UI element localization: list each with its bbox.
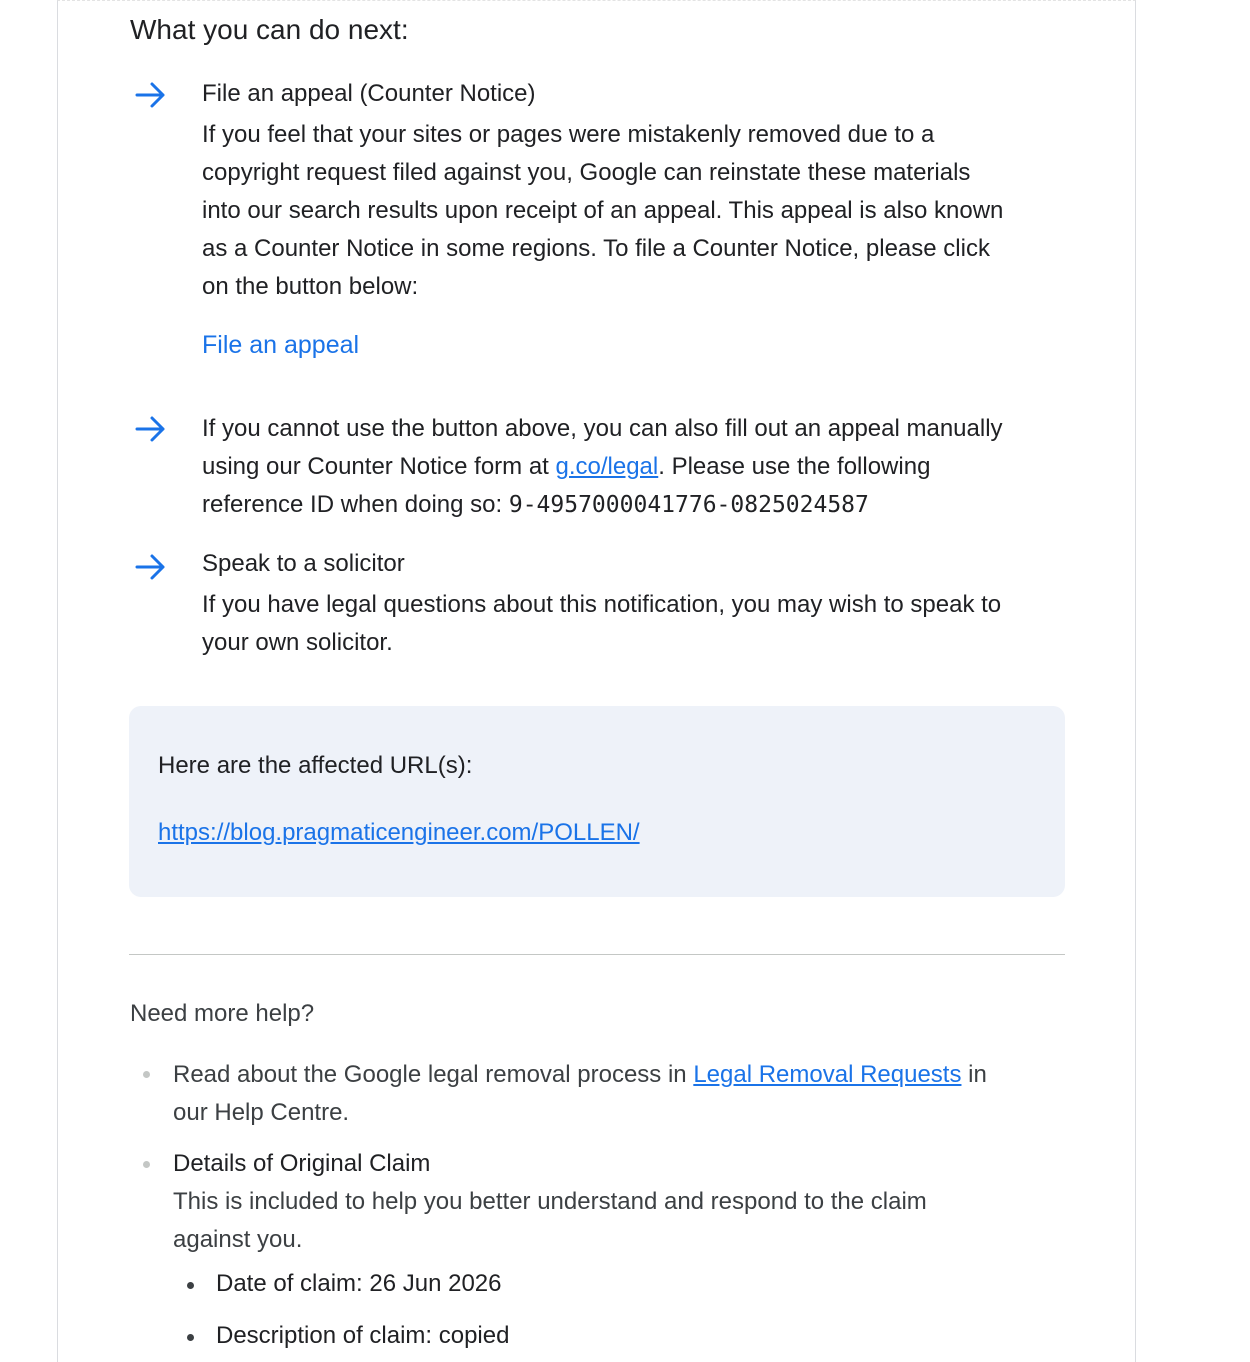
step-appeal-title: File an appeal (Counter Notice) — [202, 80, 536, 107]
text-line: against you. — [173, 1226, 303, 1253]
text-line — [173, 1056, 1073, 1094]
text-line: your own solicitor. — [202, 629, 393, 656]
divider — [129, 954, 1065, 955]
text-line: as a Counter Notice in some regions. To file a Counter Notice, please click — [202, 235, 990, 262]
original-claim-title: Details of Original Claim — [173, 1150, 431, 1177]
text-line: our Help Centre. — [173, 1099, 350, 1126]
text-line: If you have legal questions about this notification, you may wish to speak to — [202, 591, 1002, 618]
arrow-right-icon — [133, 552, 169, 582]
text-segment: Read about the Google legal removal process in — [173, 1061, 694, 1088]
text-line: on the button below: — [202, 273, 419, 300]
text-line — [202, 448, 1072, 486]
affected-urls-box — [129, 706, 1065, 897]
manual-appeal-description — [202, 410, 1072, 524]
bullet-icon — [187, 1282, 194, 1289]
bullet-icon — [143, 1161, 150, 1168]
bullet-icon — [143, 1071, 150, 1078]
text-line: copyright request filed against you, Google can reinstate these materials — [202, 159, 971, 186]
text-segment: reference ID when doing so: — [202, 491, 509, 518]
step-solicitor-description — [202, 586, 1072, 662]
text-line: If you feel that your sites or pages were mistakenly removed due to a — [202, 121, 935, 148]
text-line: If you cannot use the button above, you can also fill out an appeal manually — [202, 415, 1003, 442]
arrow-right-icon — [133, 414, 169, 444]
affected-urls-title: Here are the affected URL(s): — [158, 752, 473, 779]
claim-description: Description of claim: copied — [216, 1322, 510, 1349]
claim-date: Date of claim: 26 Jun 2026 — [216, 1270, 502, 1297]
file-appeal-button[interactable]: File an appeal — [202, 331, 360, 359]
bullet-icon — [187, 1334, 194, 1341]
affected-url-link[interactable]: https://blog.pragmaticengineer.com/POLLEN/ — [158, 819, 640, 846]
text-line: This is included to help you better understand and respond to the claim — [173, 1188, 927, 1215]
original-claim-description — [173, 1183, 1073, 1259]
step-solicitor-title: Speak to a solicitor — [202, 550, 405, 577]
section-heading: What you can do next: — [130, 14, 409, 45]
help-item-legal-removal — [173, 1056, 1073, 1132]
text-line: into our search results upon receipt of an appeal. This appeal is also known — [202, 197, 1004, 224]
text-segment: in — [961, 1061, 987, 1088]
step-appeal-description — [202, 116, 1072, 306]
legal-removal-requests-link[interactable]: Legal Removal Requests — [693, 1061, 962, 1088]
help-heading: Need more help? — [130, 1000, 315, 1027]
g-co-legal-link[interactable]: g.co/legal — [555, 453, 659, 480]
arrow-right-icon — [133, 80, 169, 110]
text-line — [202, 486, 1072, 524]
reference-id: 9-4957000041776-0825024587 — [508, 492, 869, 518]
text-segment: . Please use the following — [658, 453, 931, 480]
text-segment: using our Counter Notice form at — [202, 453, 556, 480]
